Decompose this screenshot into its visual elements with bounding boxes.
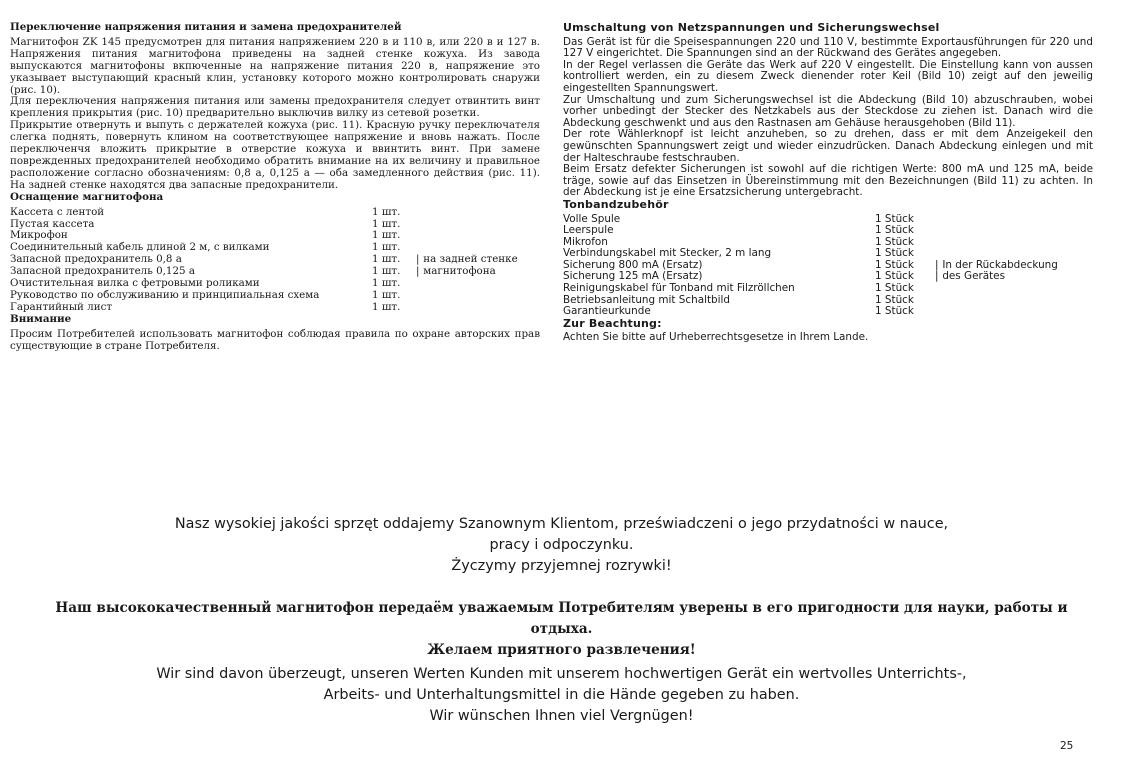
list-item: Кассета с лентой 1 шт. xyxy=(10,205,401,218)
accessories-list-ru xyxy=(10,207,540,314)
voltage-section-title-ru: Переключение напряжения питания и замена предохранителей xyxy=(10,21,402,33)
list-item: Запасной предохранитель 0,8 а 1 шт. | на задней стенке xyxy=(10,253,518,266)
closing-russian xyxy=(30,598,1093,661)
item-note: des Gerätes xyxy=(942,270,1005,283)
list-item: Garantieurkunde 1 Stück xyxy=(563,305,914,318)
item-note: магнитофона xyxy=(423,265,496,278)
voltage-section-title-de: Umschaltung von Netzspannungen und Sicherungswechsel xyxy=(563,21,940,34)
voltage-paragraph-1-ru: Магнитофон ZK 145 предусмотрен для питания напряжением 220 в и 110 в, или 220 в и 127 в. Напряжения питания магнитофона приведены на задней стенке кожуха. Из завода выпускаются магнитофоны вкпюченные на напряжение питания 220 в, напряжение это указывает выступающий красный клин, установку которого можно контролировать снаружи (рис. 10). xyxy=(10,35,540,96)
list-item: Соединительный кабель длиной 2 м, с вилками 1 шт. xyxy=(10,241,401,254)
closing-russian-line-1: Наш высококачественный магнитофон передаём уважаемым Потребителям уверены в его пригодности для науки, работы и отдыха. xyxy=(55,600,1068,637)
german-column xyxy=(563,22,1093,344)
voltage-paragraph-2-de: In der Regel verlassen die Geräte das Werk auf 220 V eingestellt. Die Einstellung kann von aussen kontrolliert werden, ein zu diesem Zweck dienender roter Keil (Bild 10) zeigt auf den jeweilig eingestellten Spannungswert. xyxy=(563,58,1093,94)
attention-paragraph-ru: Просим Потребителей использовать магнитофон соблюдая правила по охране авторских прав существующие в стране Потребителя. xyxy=(10,327,540,352)
list-item: Пустая кассета 1 шт. xyxy=(10,217,401,230)
list-item: Betriebsanleitung mit Schaltbild 1 Stück xyxy=(563,293,914,306)
voltage-paragraph-5-de: Beim Ersatz defekter Sicherungen ist sowohl auf die richtigen Werte: 800 mA und 125 mA, beide träge, sowie auf das Einsetzen in Übereinstimmung mit den Bezeichnungen (Bild 11) zu achten. In der Abdeckung ist je eine Ersatzsicherung untergebracht. xyxy=(563,163,1093,199)
closing-polish-line-1: Nasz wysokiej jakości sprzęt oddajemy Szanownym Klientom, przeświadczeni o jego przydatności w nauce, xyxy=(174,516,949,532)
brace-mark: | xyxy=(935,258,939,271)
page-number: 25 xyxy=(1060,740,1074,752)
voltage-paragraph-3-de: Zur Umschaltung und zum Sicherungswechsel ist die Abdeckung (Bild 10) abzuschrauben, wobei vorher unbedingt der Stecker des Netzkabels aus der Steckdose zu ziehen ist. Danach wird die Abdeckung geschwenkt und aus den Rastnasen am Gehäuse herausgehoben (Bild 11). xyxy=(563,93,1093,129)
accessories-list-de xyxy=(563,214,1093,318)
list-item: Очистительная вилка с фетровыми роликами 1 шт. xyxy=(10,277,401,290)
closing-german-line-2: Arbeits- und Unterhaltungsmittel in die Hände gegeben zu haben. xyxy=(323,687,800,703)
closing-polish-line-2: pracy i odpoczynku. xyxy=(489,537,634,553)
list-item: Sicherung 800 mA (Ersatz) 1 Stück | In der Rückabdeckung xyxy=(563,258,1058,271)
voltage-paragraph-2-ru: Для переключения напряжения питания или замены предохранителя следует отвинтить винт крепления прикрытия (рис. 10) предварительно выключив вилку из сетевой розетки. xyxy=(10,95,540,120)
list-item: Руководство по обслуживанию и принципиальная схема 1 шт. xyxy=(10,288,401,301)
voltage-paragraph-4-de: Der rote Wählerknopf ist leicht anzuheben, so zu drehen, dass er mit dem Anzeigekeil den gewünschten Spannungswert zeigt und wieder einzudrücken. Danach Abdeckung einlegen und mit der Halteschraube festschrauben. xyxy=(563,128,1093,164)
closing-polish xyxy=(30,514,1093,577)
list-item: Volle Spule 1 Stück xyxy=(563,212,914,225)
russian-column xyxy=(10,22,540,352)
brace-mark: | xyxy=(416,265,420,278)
attention-title-ru: Внимание xyxy=(10,312,72,325)
list-item: Гарантийный лист 1 шт. xyxy=(10,300,401,313)
list-item: Запасной предохранитель 0,125 а 1 шт. | магнитофона xyxy=(10,265,496,278)
list-item: Микрофон 1 шт. xyxy=(10,229,401,242)
closing-german xyxy=(30,664,1093,727)
attention-title-de: Zur Beachtung: xyxy=(563,316,662,330)
brace-mark: | xyxy=(935,270,939,283)
voltage-paragraph-1-de: Das Gerät ist für die Speisespannungen 220 und 110 V, bestimmte Exportausführungen für 220 und 127 V eingerichtet. Die Spannungen sind an der Rückwand des Gerätes angegeben. xyxy=(563,35,1093,60)
item-note: In der Rückabdeckung xyxy=(942,258,1058,271)
list-item: Leerspule 1 Stück xyxy=(563,224,914,237)
closing-german-line-1: Wir sind davon überzeugt, unseren Werten Kunden mit unserem hochwertigen Gerät ein wertvolles Unterrichts-, xyxy=(156,666,967,682)
accessories-title-ru: Оснащение магнитофона xyxy=(10,190,164,203)
item-note: на задней стенке xyxy=(423,253,518,266)
attention-paragraph-de: Achten Sie bitte auf Urheberrechtsgesetze in Ihrem Lande. xyxy=(563,331,869,344)
accessories-title-de: Tonbandzubehör xyxy=(563,197,669,211)
closing-polish-line-3: Życzymy przyjemnej rozrywki! xyxy=(451,558,672,574)
closing-russian-line-2: Желаем приятного развлечения! xyxy=(427,642,696,658)
brace-mark: | xyxy=(416,253,420,266)
voltage-paragraph-3-ru: Прикрытие отвернуть и выпуть с держателей кожуха (рис. 11). Красную ручку переключателя слегка поднять, повернуть клином на соответствующее напряжение и вновь нажать. После переключенчя вложить прикрытие в отверстие кожуха и ввинтить винт. При замене поврежденных предохранителей необходимо обратить внимание на их величину и правильное расположение согласно обозначениям: 0,8 а, 0,125 а — оба замедленного действия (рис. 11). На задней стенке находятся два запасные предохранители. xyxy=(10,119,540,191)
list-item: Mikrofon 1 Stück xyxy=(563,235,914,248)
closing-german-line-3: Wir wünschen Ihnen viel Vergnügen! xyxy=(429,708,694,724)
list-item: Verbindungskabel mit Stecker, 2 m lang 1 Stück xyxy=(563,247,914,260)
list-item: Sicherung 125 mA (Ersatz) 1 Stück | des Gerätes xyxy=(563,270,1005,283)
list-item: Reinigungskabel für Tonband mit Filzröllchen 1 Stück xyxy=(563,282,914,295)
